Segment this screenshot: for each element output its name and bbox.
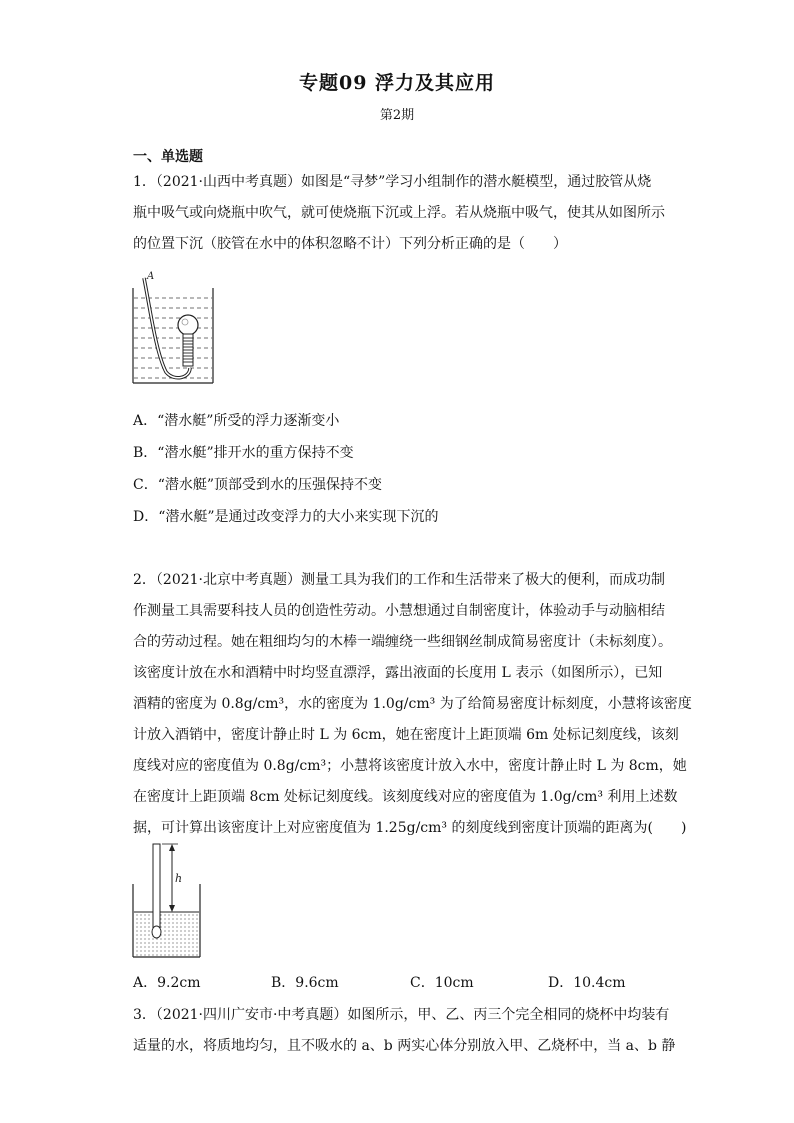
q2-text-line: 据，可计算出该密度计上对应密度值为 1.25g/cm³ 的刻度线到密度计顶端的距离为( ) [133,820,687,836]
q2-option-c: C．10cm [410,975,474,991]
submarine-model-figure [128,268,223,388]
q3-text-line: 3．（2021·四川广安市·中考真题）如图所示，甲、乙、丙三个完全相同的烧杯中均装有 [133,1007,670,1023]
q2-text-line: 在密度计上距顶端 8cm 处标记刻度线。该刻度线对应的密度值为 1.0g/cm³ 利用上述数 [133,789,678,805]
q1-text-line: 1．（2021·山西中考真题）如图是“寻梦”学习小组制作的潜水艇模型，通过胶管从烧 [133,174,652,190]
q2-text-line: 酒精的密度为 0.8g/cm³，水的密度为 1.0g/cm³ 为了给简易密度计标刻度，小慧将该密度 [133,696,692,712]
q1-option-d: D．“潜水艇”是通过改变浮力的大小来实现下沉的 [133,509,439,525]
q3-text-line: 适量的水，将质地均匀，且不吸水的 a、b 两实心体分别放入甲、乙烧杯中，当 a、b 静 [133,1038,676,1054]
q2-option-d: D．10.4cm [548,975,626,991]
q1-text-line: 的位置下沉（胶管在水中的体积忽略不计）下列分析正确的是（ ） [133,236,567,252]
section-heading: 一、单选题 [133,149,203,165]
issue-number: 第2期 [379,108,415,123]
page-title: 专题09 浮力及其应用 [298,72,496,94]
q2-text-line: 该密度计放在水和酒精中时均竖直漂浮，露出液面的长度用 L 表示（如图所示），已知 [133,665,663,681]
figure-label-h: h [175,872,183,885]
q2-option-a: A．9.2cm [133,975,201,991]
q2-text-line: 作测量工具需要科技人员的创造性劳动。小慧想通过自制密度计，体验动手与动脑相结 [133,603,665,619]
density-meter-figure [128,842,208,962]
q1-option-c: C．“潜水艇”顶部受到水的压强保持不变 [133,477,383,493]
q1-option-a: A．“潜水艇”所受的浮力逐渐变小 [133,413,340,429]
q2-text-line: 度线对应的密度值为 0.8g/cm³；小慧将该密度计放入水中，密度计静止时 L 为 8cm，她 [133,758,687,774]
q1-text-line: 瓶中吸气或向烧瓶中吹气，就可使烧瓶下沉或上浮。若从烧瓶中吸气，使其从如图所示 [133,205,665,221]
q2-text-line: 计放入酒销中，密度计静止时 L 为 6cm，她在密度计上距顶端 6m 处标记刻度线，该刻 [133,727,679,743]
q1-option-b: B．“潜水艇”排开水的重方保持不变 [133,445,354,461]
q2-text-line: 合的劳动过程。她在粗细均匀的木棒一端缠绕一些细钢丝制成简易密度计（未标刻度）。 [133,634,672,650]
figure-label-a: A [147,271,155,282]
q2-option-b: B．9.6cm [271,975,339,991]
q2-text-line: 2．（2021·北京中考真题）测量工具为我们的工作和生活带来了极大的便利，而成功制 [133,572,665,588]
